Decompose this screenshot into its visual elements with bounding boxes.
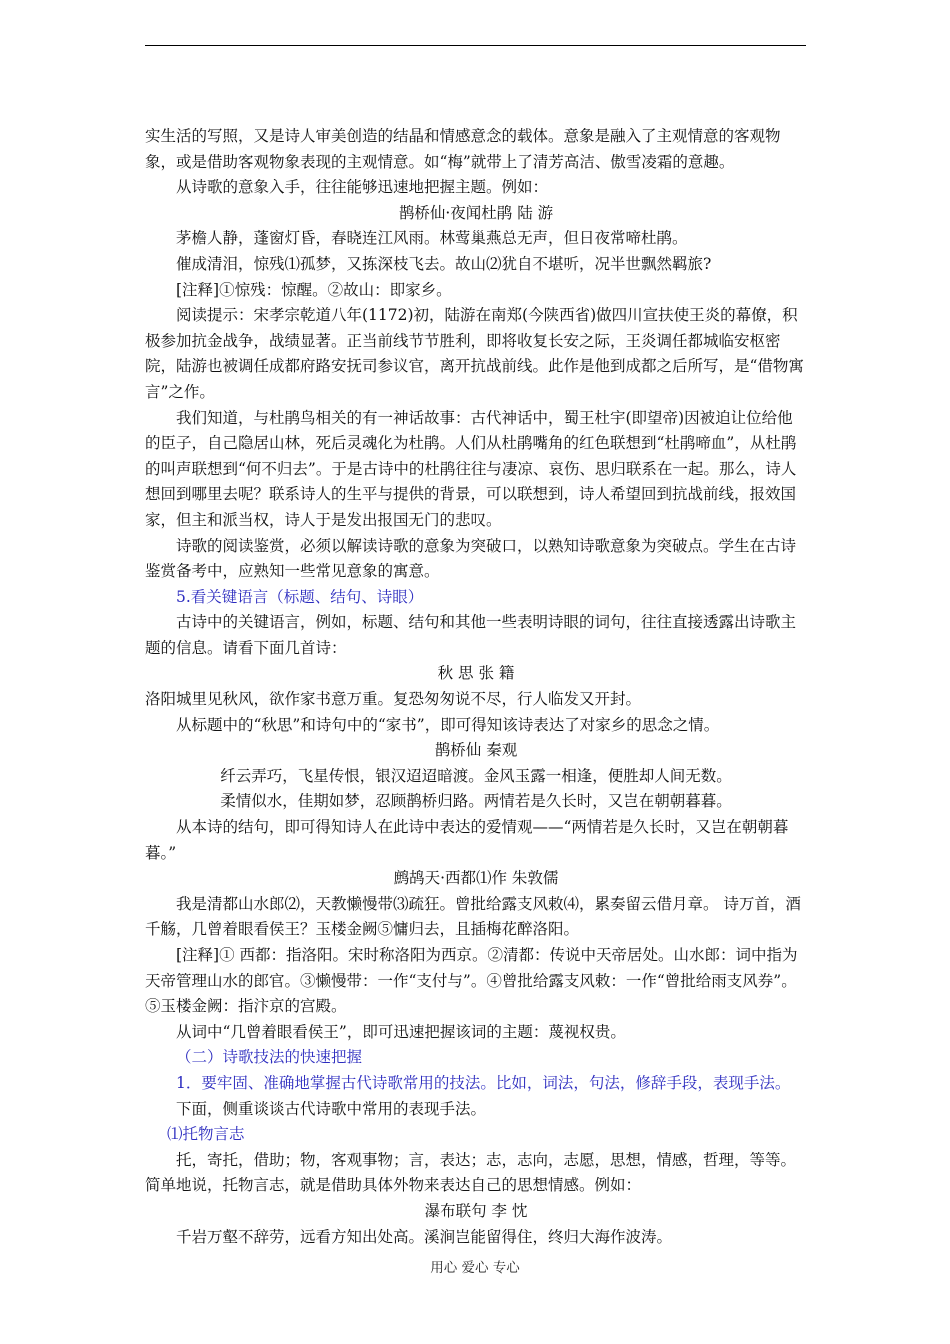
paragraph: 托，寄托，借助；物，客观事物；言，表达；志，志向，志愿，思想，情感，哲理，等等。简单地说，托物言志，就是借助具体外物来表达自己的思想情感。例如：: [145, 1150, 797, 1195]
paragraph: 我们知道，与杜鹃鸟相关的有一神话故事：古代神话中，蜀王杜宇(即望帝)因被迫让位给他的臣子，自己隐居山林，死后灵魂化为杜鹃。人们从杜鹃嘴角的红色联想到“杜鹃啼血”，从杜鹃的叫声联想到“何不归去”。于是古诗中的杜鹃往往与凄凉、哀伤、思归联系在一起。那么，诗人想回到哪里去呢？联系诗人的生平与提供的背景，可以联想到，诗人希望回到抗战前线，报效国家，但主和派当权，诗人于是发出报国无门的悲叹。: [145, 408, 797, 529]
paragraph: 古诗中的关键语言，例如，标题、结句和其他一些表明诗眼的词句，往往直接透露出诗歌主题的信息。请看下面几首诗：: [145, 613, 797, 657]
centered-line: 鹊桥仙·夜闻杜鹃 陆 游: [398, 203, 554, 222]
centered-line: 鹧鸪天·西都⑴作 朱敦儒: [393, 869, 559, 888]
paragraph: 下面，侧重谈谈古代诗歌中常用的表现手法。: [176, 1099, 487, 1118]
paragraph: ⑴托物言志: [167, 1125, 245, 1144]
paragraph: 千岩万壑不辞劳，远看方知出处高。溪涧岂能留得住，终归大海作波涛。: [176, 1227, 673, 1246]
paragraph: 从本诗的结句，即可得知诗人在此诗中表达的爱情观——“两情若是久长时，又岂在朝朝暮暮。”: [145, 818, 789, 862]
paragraph: [注释]①惊残：惊醒。②故山：即家乡。: [176, 280, 452, 299]
paragraph: [注释]① 西都：指洛阳。宋时称洛阳为西京。②清都：传说中天帝居处。山水郎：词中指为天帝管理山水的郎官。③懒慢带：一作“支付与”。④曾批给露支风敕：一作“曾批给雨支风券”。⑤玉楼金阙：指汴京的宫殿。: [145, 946, 798, 1016]
centered-line: 秋 思 张 籍: [437, 664, 515, 683]
centered-line: 鹊桥仙 秦观: [434, 741, 518, 760]
centered-line: 纤云弄巧，飞星传恨，银汉迢迢暗渡。金风玉露一相逢，便胜却人间无数。: [220, 766, 732, 785]
centered-line: 瀑布联句 李 忱: [424, 1201, 528, 1220]
document-body: [145, 124, 807, 1250]
paragraph: 从标题中的“秋思”和诗句中的“家书”，即可得知该诗表达了对家乡的思念之情。: [176, 715, 720, 734]
paragraph: 实生活的写照，又是诗人审美创造的结晶和情感意念的载体。意象是融入了主观情意的客观物象，或是借助客观物象表现的主观情意。如“梅”就带上了清芳高洁、傲雪凌霜的意趣。: [145, 127, 781, 171]
paragraph: 催成清泪，惊残⑴孤梦，又拣深枝飞去。故山⑵犹自不堪听，况半世飘然羁旅?: [176, 254, 712, 273]
paragraph: 茅檐人静，蓬窗灯昏，春晓连江风雨。林莺巢燕总无声，但日夜常啼杜鹃。: [176, 229, 688, 248]
paragraph: 我是清都山水郎⑵，天教懒慢带⑶疏狂。曾批给露支风敕⑷，累奏留云借月章。 诗万首，酒千觞，几曾着眼看侯王？玉楼金阙⑤慵归去，且插梅花醉洛阳。: [145, 894, 801, 939]
paragraph: （二）诗歌技法的快速把握: [176, 1048, 363, 1067]
paragraph: 从诗歌的意象入手，往往能够迅速地把握主题。例如：: [176, 178, 549, 197]
paragraph: 1．要牢固、准确地掌握古代诗歌常用的技法。比如，词法，句法，修辞手段，表现手法。: [176, 1073, 791, 1092]
paragraph: 从词中“几曾着眼看侯王”，即可迅速把握该词的主题：蔑视权贵。: [176, 1022, 626, 1041]
paragraph: 阅读提示：宋孝宗乾道八年(1172)初，陆游在南郑(今陕西省)做四川宣扶使王炎的幕僚，积极参加抗金战争，战绩显著。正当前线节节胜利，即将收复长安之际，王炎调任都城临安枢密院，陆游也被调任成都府路安抚司参议官，离开抗战前线。此作是他到成都之后所写，是“借物寓言”之作。: [145, 306, 804, 401]
paragraph: 5.看关键语言（标题、结句、诗眼）: [176, 587, 424, 606]
centered-line: 柔情似水，佳期如梦，忍顾鹊桥归路。两情若是久长时，又岂在朝朝暮暮。: [220, 792, 732, 811]
header-rule: [145, 45, 806, 46]
paragraph: 诗歌的阅读鉴赏，必须以解读诗歌的意象为突破口，以熟知诗歌意象为突破点。学生在古诗鉴赏备考中，应熟知一些常见意象的寓意。: [145, 536, 797, 581]
paragraph: 洛阳城里见秋风，欲作家书意万重。复恐匆匆说不尽，行人临发又开封。: [145, 690, 642, 709]
page-footer: 用心 爱心 专心: [430, 1260, 520, 1276]
